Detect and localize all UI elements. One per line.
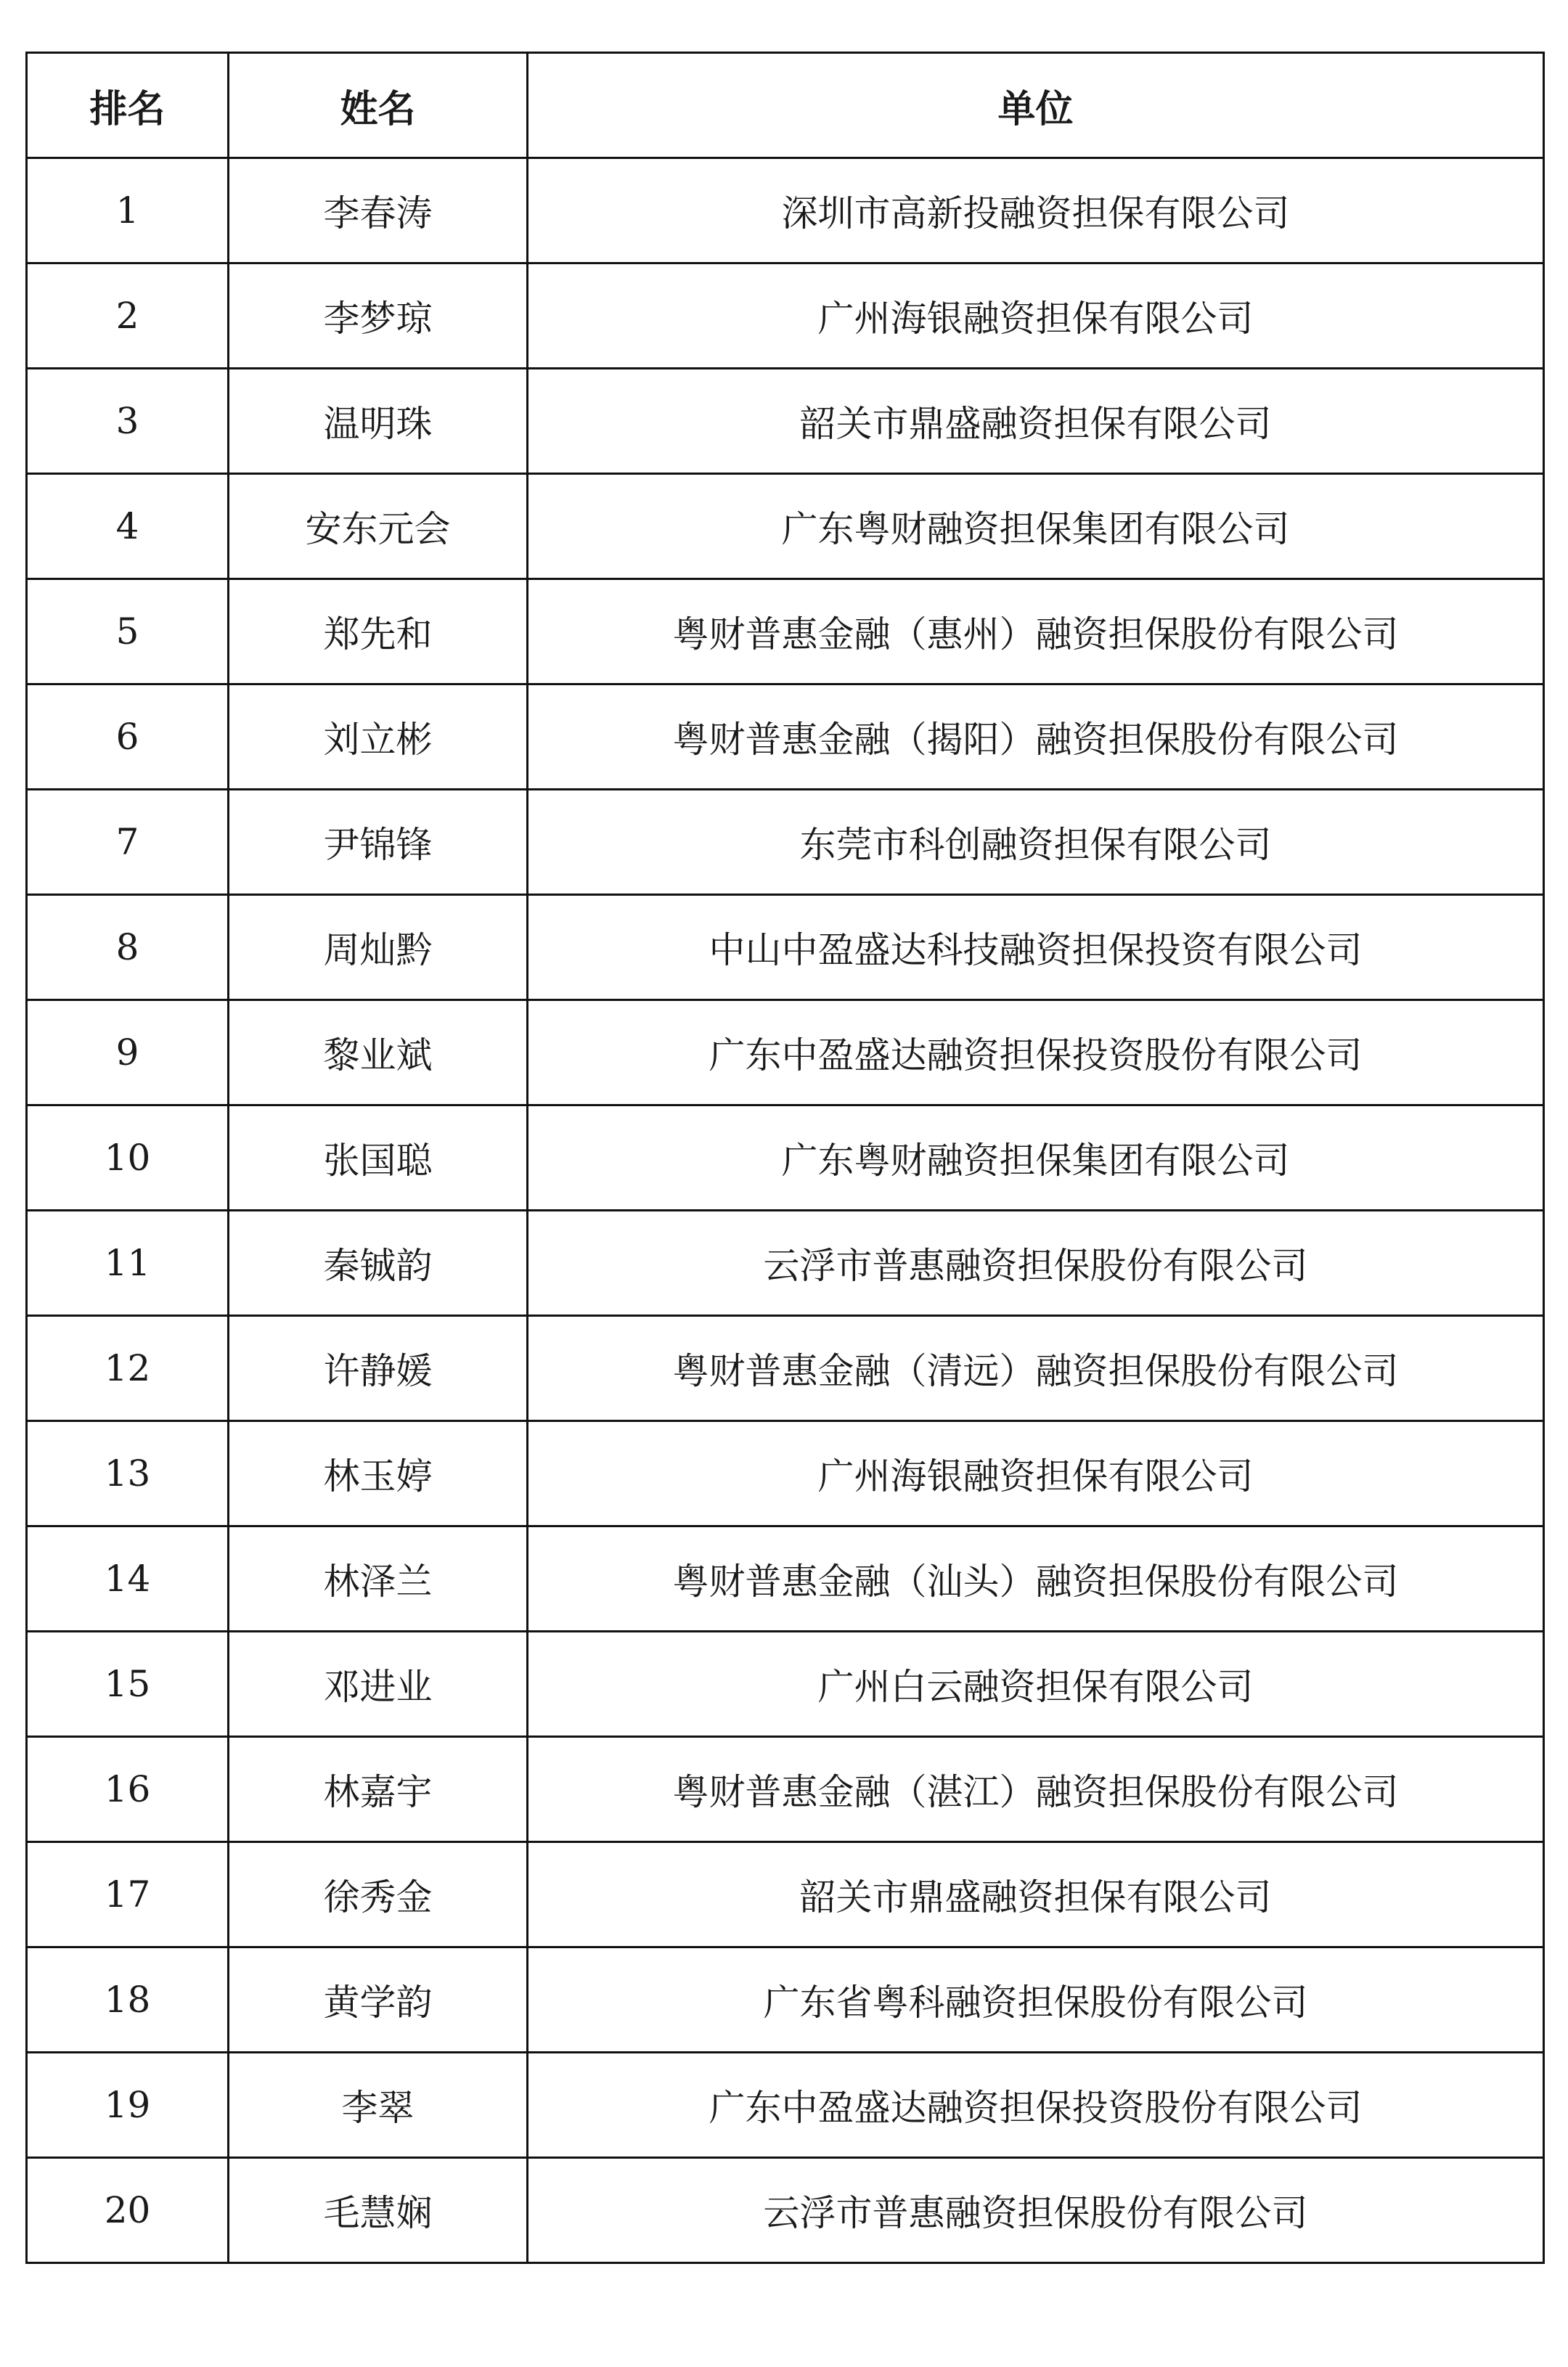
unit-cell: 广州白云融资担保有限公司: [528, 1632, 1544, 1737]
table-row: [27, 1842, 1544, 1947]
table-row: [27, 790, 1544, 895]
unit-cell: 广东粤财融资担保集团有限公司: [528, 1105, 1544, 1211]
name-cell: 许静媛: [229, 1316, 528, 1421]
rank-cell: 4: [27, 474, 229, 579]
header-unit: 单位: [528, 53, 1544, 158]
unit-cell: 云浮市普惠融资担保股份有限公司: [528, 1211, 1544, 1316]
unit-cell: 韶关市鼎盛融资担保有限公司: [528, 1842, 1544, 1947]
unit-cell: 东莞市科创融资担保有限公司: [528, 790, 1544, 895]
table-row: [27, 1105, 1544, 1211]
rank-cell: 11: [27, 1211, 229, 1316]
table-row: [27, 684, 1544, 790]
unit-cell: 广东粤财融资担保集团有限公司: [528, 474, 1544, 579]
table-row: [27, 1737, 1544, 1842]
name-cell: 李梦琼: [229, 263, 528, 369]
table-row: [27, 2053, 1544, 2158]
unit-cell: 粤财普惠金融（汕头）融资担保股份有限公司: [528, 1526, 1544, 1632]
unit-cell: 深圳市高新投融资担保有限公司: [528, 158, 1544, 263]
name-cell: 邓进业: [229, 1632, 528, 1737]
unit-cell: 广东中盈盛达融资担保投资股份有限公司: [528, 1000, 1544, 1105]
header-rank: 排名: [27, 53, 229, 158]
table-row: [27, 1947, 1544, 2053]
unit-cell: 广州海银融资担保有限公司: [528, 263, 1544, 369]
unit-cell: 广州海银融资担保有限公司: [528, 1421, 1544, 1526]
unit-cell: 广东中盈盛达融资担保投资股份有限公司: [528, 2053, 1544, 2158]
rank-cell: 8: [27, 895, 229, 1000]
table-row: [27, 1421, 1544, 1526]
name-cell: 黎业斌: [229, 1000, 528, 1105]
name-cell: 温明珠: [229, 369, 528, 474]
name-cell: 黄学韵: [229, 1947, 528, 2053]
table-row: [27, 263, 1544, 369]
rank-cell: 15: [27, 1632, 229, 1737]
table-row: [27, 2158, 1544, 2263]
unit-cell: 粤财普惠金融（揭阳）融资担保股份有限公司: [528, 684, 1544, 790]
unit-cell: 中山中盈盛达科技融资担保投资有限公司: [528, 895, 1544, 1000]
name-cell: 李翠: [229, 2053, 528, 2158]
rank-cell: 17: [27, 1842, 229, 1947]
rank-cell: 2: [27, 263, 229, 369]
unit-cell: 粤财普惠金融（惠州）融资担保股份有限公司: [528, 579, 1544, 684]
rank-cell: 19: [27, 2053, 229, 2158]
rank-cell: 7: [27, 790, 229, 895]
table-row: [27, 369, 1544, 474]
header-name: 姓名: [229, 53, 528, 158]
name-cell: 林泽兰: [229, 1526, 528, 1632]
ranking-table: [25, 52, 1545, 2264]
name-cell: 安东元会: [229, 474, 528, 579]
table-row: [27, 1526, 1544, 1632]
rank-cell: 20: [27, 2158, 229, 2263]
table-row: [27, 1000, 1544, 1105]
table-body: [27, 158, 1544, 2263]
unit-cell: 粤财普惠金融（清远）融资担保股份有限公司: [528, 1316, 1544, 1421]
name-cell: 毛慧娴: [229, 2158, 528, 2263]
name-cell: 林玉婷: [229, 1421, 528, 1526]
rank-cell: 16: [27, 1737, 229, 1842]
name-cell: 刘立彬: [229, 684, 528, 790]
header-row: [27, 53, 1544, 158]
name-cell: 张国聪: [229, 1105, 528, 1211]
table-row: [27, 1211, 1544, 1316]
rank-cell: 18: [27, 1947, 229, 2053]
unit-cell: 韶关市鼎盛融资担保有限公司: [528, 369, 1544, 474]
rank-cell: 1: [27, 158, 229, 263]
name-cell: 徐秀金: [229, 1842, 528, 1947]
unit-cell: 云浮市普惠融资担保股份有限公司: [528, 2158, 1544, 2263]
table-row: [27, 158, 1544, 263]
table-row: [27, 1632, 1544, 1737]
rank-cell: 10: [27, 1105, 229, 1211]
name-cell: 林嘉宇: [229, 1737, 528, 1842]
name-cell: 尹锦锋: [229, 790, 528, 895]
rank-cell: 12: [27, 1316, 229, 1421]
name-cell: 秦铖韵: [229, 1211, 528, 1316]
table-header: [27, 53, 1544, 158]
table-row: [27, 474, 1544, 579]
rank-cell: 5: [27, 579, 229, 684]
table-row: [27, 895, 1544, 1000]
name-cell: 郑先和: [229, 579, 528, 684]
name-cell: 周灿黔: [229, 895, 528, 1000]
rank-cell: 14: [27, 1526, 229, 1632]
unit-cell: 粤财普惠金融（湛江）融资担保股份有限公司: [528, 1737, 1544, 1842]
table-row: [27, 579, 1544, 684]
name-cell: 李春涛: [229, 158, 528, 263]
unit-cell: 广东省粤科融资担保股份有限公司: [528, 1947, 1544, 2053]
rank-cell: 13: [27, 1421, 229, 1526]
rank-cell: 6: [27, 684, 229, 790]
rank-cell: 9: [27, 1000, 229, 1105]
table-row: [27, 1316, 1544, 1421]
rank-cell: 3: [27, 369, 229, 474]
